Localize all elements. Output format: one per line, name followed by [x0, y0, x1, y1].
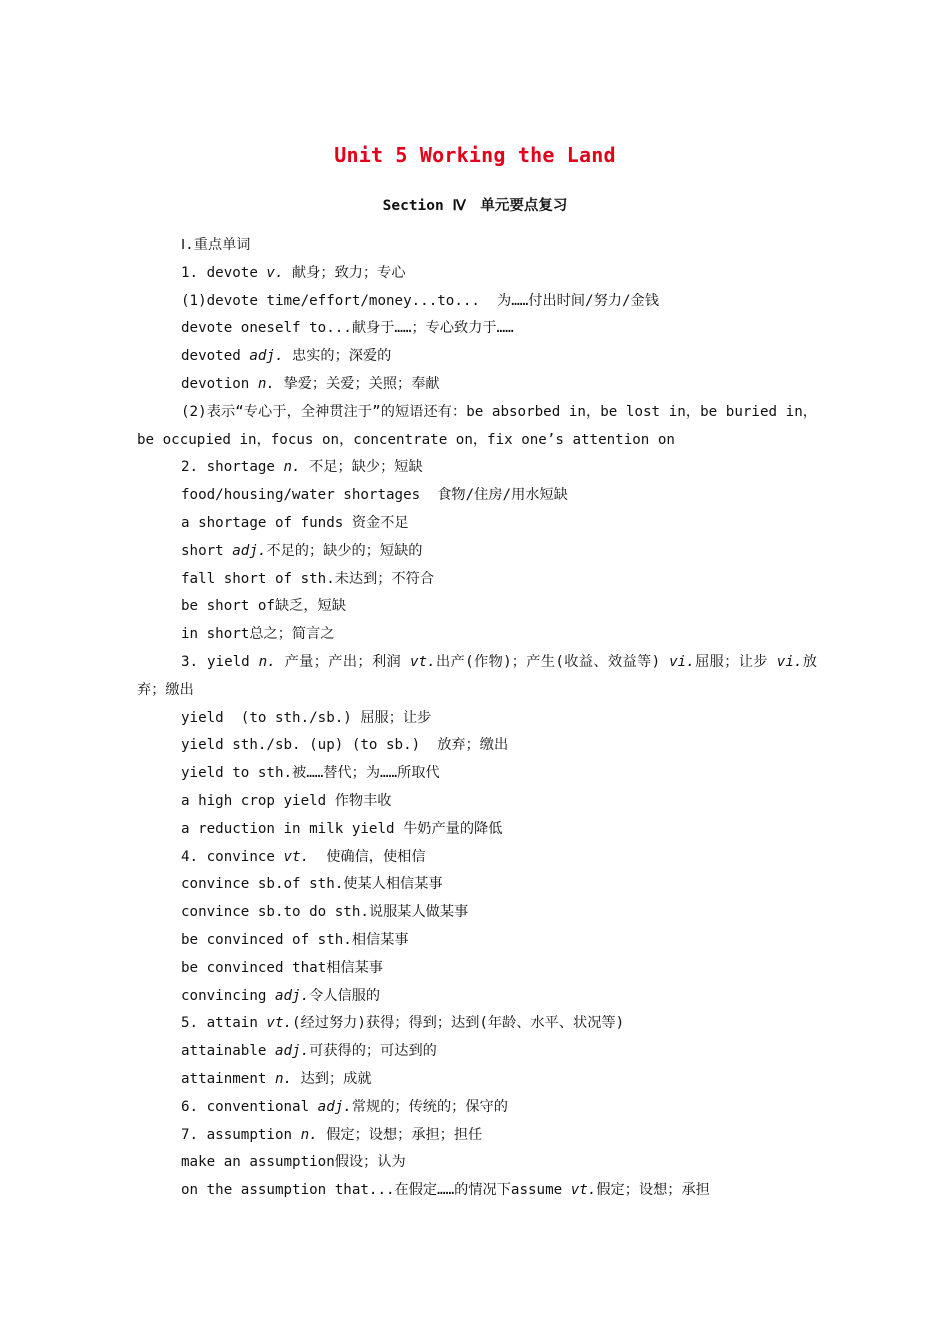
- vocab-line: [137, 288, 817, 316]
- part-of-speech: v.: [266, 264, 284, 281]
- vocab-line: [137, 1010, 817, 1038]
- vocab-text: devote oneself to...献身于……；专心致力于……: [181, 320, 514, 337]
- vocab-text: (经过努力)获得；得到；达到(年龄、水平、状况等): [292, 1015, 625, 1032]
- vocab-line: [137, 899, 817, 927]
- part-of-speech: vi.: [669, 653, 695, 670]
- vocab-text: yield sth./sb. (up) (to sb.) 放弃；缴出: [181, 737, 509, 754]
- vocab-line: [137, 927, 817, 955]
- section-subtitle: Section Ⅳ 单元要点复习: [382, 198, 568, 214]
- vocab-text: 假定；设想；承担: [596, 1182, 710, 1199]
- vocab-text: 使确信，使相信: [309, 848, 426, 865]
- vocab-text: (1)devote time/effort/money...to... 为……付出时间/努力/金钱: [181, 292, 659, 309]
- vocab-text: 献身；致力；专心: [283, 264, 406, 281]
- vocab-line: [137, 983, 817, 1011]
- vocab-text: yield to sth.被……替代；为……所取代: [181, 765, 440, 782]
- vocab-text: 可获得的；可达到的: [309, 1043, 437, 1060]
- vocab-line: [137, 871, 817, 899]
- vocab-text: devoted: [181, 348, 250, 365]
- vocab-text: be short of缺乏，短缺: [181, 598, 346, 615]
- part-of-speech: n.: [300, 1126, 318, 1143]
- vocab-line: [137, 566, 817, 594]
- vocabulary-body: [137, 232, 817, 1205]
- vocab-text: a high crop yield 作物丰收: [181, 792, 392, 809]
- vocab-line: [137, 760, 817, 788]
- vocab-text: 1. devote: [181, 264, 267, 281]
- part-of-speech: vt.: [570, 1182, 597, 1199]
- vocab-line: [137, 593, 817, 621]
- vocab-text: 7. assumption: [181, 1126, 301, 1143]
- vocab-text: 屈服；让步: [694, 653, 777, 670]
- document-title: Unit 5 Working the Land: [334, 143, 616, 167]
- vocab-text: 2. shortage: [181, 459, 284, 476]
- part-of-speech: adj.: [249, 348, 284, 365]
- part-of-speech: n.: [258, 653, 276, 670]
- part-of-speech: adj.: [232, 542, 267, 559]
- vocab-text: 出产(作物)；产生(收益、效益等): [435, 653, 670, 670]
- vocab-text: be convinced of sth.相信某事: [181, 931, 409, 948]
- vocab-line: [137, 371, 817, 399]
- part-of-speech: vi.: [776, 653, 803, 670]
- vocab-line: [137, 315, 817, 343]
- vocab-line: [137, 510, 817, 538]
- vocab-line: [137, 454, 817, 482]
- vocab-line: [137, 788, 817, 816]
- vocab-line: [137, 538, 817, 566]
- vocab-line: [137, 1122, 817, 1150]
- vocab-text: convince sb.of sth.使某人相信某事: [181, 876, 443, 893]
- vocab-line: [137, 1149, 817, 1177]
- vocab-text: yield (to sth./sb.) 屈服；让步: [181, 709, 432, 726]
- vocab-line: [137, 649, 817, 705]
- vocab-text: a shortage of funds 资金不足: [181, 514, 409, 531]
- vocab-line: [137, 844, 817, 872]
- vocab-text: 假定；设想；承担；担任: [317, 1126, 483, 1143]
- vocab-line: [137, 1066, 817, 1094]
- vocab-line: [137, 399, 817, 455]
- vocab-text: 5. attain: [181, 1015, 267, 1032]
- vocab-line: [137, 482, 817, 510]
- vocab-text: food/housing/water shortages 食物/住房/用水短缺: [181, 487, 568, 504]
- part-of-speech: vt.: [283, 848, 310, 865]
- vocab-text: a reduction in milk yield 牛奶产量的降低: [181, 820, 503, 837]
- part-of-speech: adj.: [317, 1098, 352, 1115]
- vocab-line: [137, 1038, 817, 1066]
- vocab-text: make an assumption假设；认为: [181, 1154, 406, 1171]
- vocab-line: [137, 621, 817, 649]
- part-of-speech: vt.: [410, 653, 436, 670]
- vocab-text: 不足的；缺少的；短缺的: [266, 542, 423, 559]
- part-of-speech: adj.: [274, 987, 310, 1004]
- vocab-text: 6. conventional: [181, 1098, 318, 1115]
- vocab-line: [137, 1177, 817, 1205]
- vocab-text: 挚爱；关爱；关照；奉献: [274, 375, 440, 392]
- vocab-text: attainment: [181, 1070, 275, 1087]
- vocab-line: [137, 343, 817, 371]
- vocab-line: [137, 260, 817, 288]
- vocab-text: be convinced that相信某事: [181, 959, 383, 976]
- part-of-speech: adj.: [274, 1043, 310, 1060]
- part-of-speech: n.: [283, 459, 301, 476]
- vocab-text: 放弃；缴出: [137, 653, 817, 698]
- vocab-line: [137, 732, 817, 760]
- vocab-line: [137, 955, 817, 983]
- vocab-text: in short总之；简言之: [181, 626, 335, 643]
- vocab-text: 令人信服的: [309, 987, 381, 1004]
- vocab-text: 产量；产出；利润: [275, 653, 411, 670]
- part-of-speech: n.: [274, 1070, 293, 1087]
- vocab-line: [137, 705, 817, 733]
- vocab-text: 忠实的；深爱的: [283, 348, 392, 365]
- vocab-text: convincing: [181, 987, 275, 1004]
- vocab-text: devotion: [181, 375, 258, 392]
- vocab-text: short: [181, 542, 233, 559]
- vocab-text: (2)表示“专心于，全神贯注于”的短语还有：be absorbed in，be lost in，be buried in，be occupied in，focus on，concentrate on，fix one’s attention on: [137, 403, 817, 448]
- vocab-line: [137, 1094, 817, 1122]
- vocab-text: 达到；成就: [292, 1070, 372, 1087]
- part-of-speech: n.: [257, 375, 275, 392]
- vocab-text: 3. yield: [181, 653, 259, 670]
- vocab-text: attainable: [181, 1043, 275, 1060]
- vocab-text: 4. convince: [181, 848, 284, 865]
- section-heading: Ⅰ.重点单词: [181, 237, 251, 253]
- vocab-text: 不足；缺少；短缺: [300, 459, 423, 476]
- vocab-text: on the assumption that...在假定……的情况下assume: [181, 1182, 571, 1199]
- vocab-text: convince sb.to do sth.说服某人做某事: [181, 904, 469, 921]
- vocab-text: 常规的；传统的；保守的: [351, 1098, 508, 1115]
- vocab-line: [137, 816, 817, 844]
- vocab-text: fall short of sth.未达到；不符合: [181, 570, 435, 587]
- part-of-speech: vt.: [266, 1015, 293, 1032]
